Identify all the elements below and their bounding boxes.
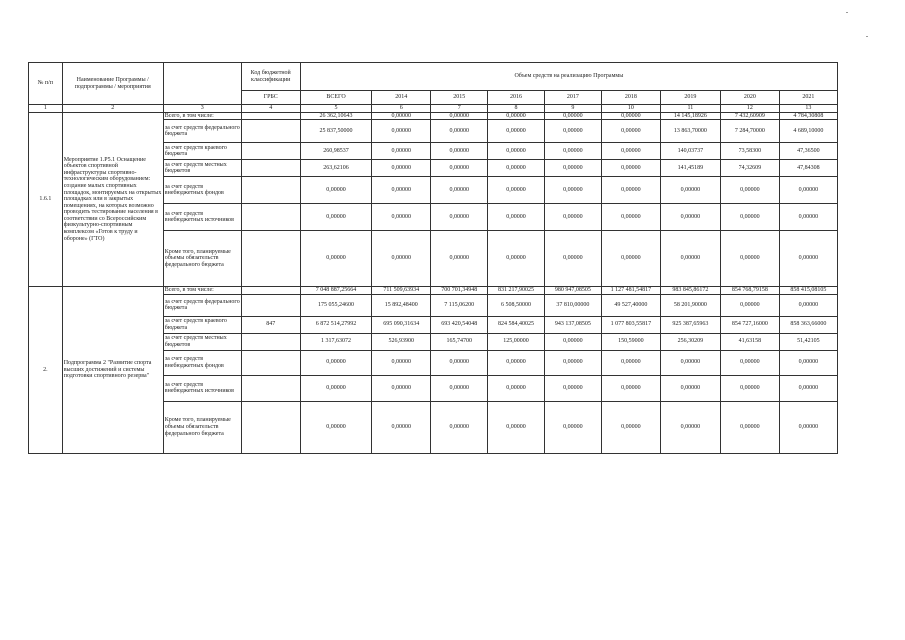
year-value: 0,00000 xyxy=(720,177,779,204)
year-value: 0,00000 xyxy=(431,204,488,231)
funding-source: за счет средств местных бюджетов xyxy=(163,333,241,350)
year-value: 74,32609 xyxy=(720,160,779,177)
year-value: 0,00000 xyxy=(720,401,779,453)
header-name: Наименование Программы / подпрограммы / мероприятия xyxy=(62,63,163,105)
year-value: 37 810,00000 xyxy=(544,294,601,316)
year-value: 4 689,10000 xyxy=(779,120,837,143)
year-value: 0,00000 xyxy=(372,177,431,204)
year-value: 711 509,63934 xyxy=(372,287,431,295)
header-year: 2018 xyxy=(601,91,660,105)
year-value: 0,00000 xyxy=(779,375,837,401)
table-row xyxy=(29,112,838,120)
year-value: 0,00000 xyxy=(544,112,601,120)
year-value: 0,00000 xyxy=(431,350,488,375)
index-cell: 4 xyxy=(241,105,300,113)
year-value: 1 127 481,54817 xyxy=(601,287,660,295)
year-value: 0,00000 xyxy=(544,231,601,287)
year-value: 0,00000 xyxy=(488,143,545,160)
total-value: 26 362,10643 xyxy=(300,112,372,120)
total-value: 0,00000 xyxy=(300,177,372,204)
scan-speck xyxy=(846,12,848,13)
year-value: 0,00000 xyxy=(779,231,837,287)
total-value: 1 317,63072 xyxy=(300,333,372,350)
year-value: 695 090,31634 xyxy=(372,316,431,333)
grbs-cell xyxy=(241,177,300,204)
year-value: 980 947,08505 xyxy=(544,287,601,295)
year-value: 6 508,50000 xyxy=(488,294,545,316)
funding-source: за счет средств федерального бюджета xyxy=(163,294,241,316)
year-value: 0,00000 xyxy=(544,375,601,401)
year-value: 7 115,06200 xyxy=(431,294,488,316)
header-year: 2016 xyxy=(488,91,545,105)
row-number: 1.6.1 xyxy=(29,112,63,287)
year-value: 0,00000 xyxy=(488,112,545,120)
index-cell: 2 xyxy=(62,105,163,113)
year-value: 858 363,66000 xyxy=(779,316,837,333)
year-value: 0,00000 xyxy=(601,401,660,453)
grbs-cell xyxy=(241,143,300,160)
year-value: 0,00000 xyxy=(601,120,660,143)
year-value: 0,00000 xyxy=(544,333,601,350)
year-value: 0,00000 xyxy=(544,120,601,143)
grbs-cell xyxy=(241,112,300,120)
year-value: 0,00000 xyxy=(720,350,779,375)
index-cell: 3 xyxy=(163,105,241,113)
total-value: 263,62106 xyxy=(300,160,372,177)
year-value: 0,00000 xyxy=(601,177,660,204)
header-year: 2015 xyxy=(431,91,488,105)
year-value: 0,00000 xyxy=(372,160,431,177)
funding-source: Всего, в том числе: xyxy=(163,112,241,120)
index-row xyxy=(29,105,838,113)
year-value: 0,00000 xyxy=(431,112,488,120)
header-year: 2019 xyxy=(660,91,720,105)
year-value: 0,00000 xyxy=(660,375,720,401)
year-value: 0,00000 xyxy=(660,177,720,204)
year-value: 0,00000 xyxy=(660,350,720,375)
year-value: 0,00000 xyxy=(601,204,660,231)
grbs-cell xyxy=(241,160,300,177)
index-cell: 13 xyxy=(779,105,837,113)
year-value: 831 217,90025 xyxy=(488,287,545,295)
index-cell: 1 xyxy=(29,105,63,113)
total-value: 6 872 514,27992 xyxy=(300,316,372,333)
header-year: 2021 xyxy=(779,91,837,105)
year-value: 0,00000 xyxy=(779,204,837,231)
year-value: 0,00000 xyxy=(431,177,488,204)
program-name: Мероприятие 1.Р5.1 Оснащение объектов спортивной инфраструктуры спортивно-технологическим оборудованием: создание малых спортивных площадок, монтируемых на открытых площадках или в закрытых помещениях, на которых возможно проводить тестирование населения в соответствии со Всероссийским физкультурно-спортивным комплексом «Готов к труду и обороне» (ГТО) xyxy=(62,112,163,287)
year-value: 0,00000 xyxy=(488,204,545,231)
year-value: 0,00000 xyxy=(372,120,431,143)
year-value: 0,00000 xyxy=(660,231,720,287)
grbs-cell xyxy=(241,204,300,231)
year-value: 0,00000 xyxy=(488,375,545,401)
year-value: 0,00000 xyxy=(601,375,660,401)
year-value: 47,36500 xyxy=(779,143,837,160)
total-value: 260,98537 xyxy=(300,143,372,160)
grbs-cell xyxy=(241,375,300,401)
header-year: 2020 xyxy=(720,91,779,105)
header-grbs: ГРБС xyxy=(241,91,300,105)
year-value: 0,00000 xyxy=(372,401,431,453)
year-value: 73,58300 xyxy=(720,143,779,160)
year-value: 13 863,70000 xyxy=(660,120,720,143)
year-value: 4 784,30808 xyxy=(779,112,837,120)
year-value: 0,00000 xyxy=(488,401,545,453)
header-num: № п/п xyxy=(29,63,63,105)
year-value: 824 584,40025 xyxy=(488,316,545,333)
year-value: 854 768,79158 xyxy=(720,287,779,295)
year-value: 0,00000 xyxy=(488,177,545,204)
year-value: 943 137,08505 xyxy=(544,316,601,333)
year-value: 700 701,34948 xyxy=(431,287,488,295)
year-value: 41,63158 xyxy=(720,333,779,350)
funding-source: за счет средств краевого бюджета xyxy=(163,316,241,333)
year-value: 854 727,16000 xyxy=(720,316,779,333)
funding-source: Кроме того, планируемые объемы обязательств федерального бюджета xyxy=(163,231,241,287)
year-value: 0,00000 xyxy=(720,294,779,316)
total-value: 0,00000 xyxy=(300,401,372,453)
index-cell: 6 xyxy=(372,105,431,113)
year-value: 7 284,70000 xyxy=(720,120,779,143)
year-value: 0,00000 xyxy=(488,120,545,143)
year-value: 0,00000 xyxy=(720,231,779,287)
grbs-cell xyxy=(241,120,300,143)
year-value: 0,00000 xyxy=(660,204,720,231)
funding-source: Всего, в том числе: xyxy=(163,287,241,295)
header-kbk: Код бюджетной классификации xyxy=(241,63,300,91)
index-cell: 11 xyxy=(660,105,720,113)
year-value: 0,00000 xyxy=(544,401,601,453)
funding-source: за счет средств внебюджетных фондов xyxy=(163,350,241,375)
year-value: 983 845,86172 xyxy=(660,287,720,295)
header-year: 2017 xyxy=(544,91,601,105)
header-total: ВСЕГО xyxy=(300,91,372,105)
index-cell: 12 xyxy=(720,105,779,113)
year-value: 15 892,48400 xyxy=(372,294,431,316)
year-value: 0,00000 xyxy=(601,231,660,287)
funding-source: за счет средств местных бюджетов xyxy=(163,160,241,177)
year-value: 0,00000 xyxy=(372,231,431,287)
year-value: 858 415,08105 xyxy=(779,287,837,295)
index-cell: 9 xyxy=(544,105,601,113)
index-cell: 7 xyxy=(431,105,488,113)
year-value: 693 420,54048 xyxy=(431,316,488,333)
year-value: 0,00000 xyxy=(372,143,431,160)
table-row xyxy=(29,287,838,295)
year-value: 0,00000 xyxy=(544,204,601,231)
year-value: 0,00000 xyxy=(488,350,545,375)
funding-source: за счет средств внебюджетных фондов xyxy=(163,177,241,204)
year-value: 58 201,90000 xyxy=(660,294,720,316)
header-volume: Объем средств на реализацию Программы xyxy=(300,63,837,91)
year-value: 0,00000 xyxy=(779,350,837,375)
year-value: 0,00000 xyxy=(372,112,431,120)
header-year: 2014 xyxy=(372,91,431,105)
year-value: 1 077 803,55817 xyxy=(601,316,660,333)
year-value: 0,00000 xyxy=(601,350,660,375)
total-value: 0,00000 xyxy=(300,204,372,231)
index-cell: 10 xyxy=(601,105,660,113)
total-value: 25 837,50000 xyxy=(300,120,372,143)
year-value: 0,00000 xyxy=(488,160,545,177)
grbs-cell xyxy=(241,333,300,350)
year-value: 0,00000 xyxy=(660,401,720,453)
header-blank xyxy=(163,63,241,105)
year-value: 0,00000 xyxy=(431,160,488,177)
funding-source: за счет средств краевого бюджета xyxy=(163,143,241,160)
year-value: 0,00000 xyxy=(431,375,488,401)
year-value: 0,00000 xyxy=(544,160,601,177)
funding-source: за счет средств внебюджетных источников xyxy=(163,375,241,401)
year-value: 49 527,40000 xyxy=(601,294,660,316)
total-value: 7 048 887,25664 xyxy=(300,287,372,295)
index-cell: 8 xyxy=(488,105,545,113)
year-value: 47,84308 xyxy=(779,160,837,177)
year-value: 125,00000 xyxy=(488,333,545,350)
year-value: 0,00000 xyxy=(372,350,431,375)
year-value: 0,00000 xyxy=(779,177,837,204)
funding-source: Кроме того, планируемые объемы обязательств федерального бюджета xyxy=(163,401,241,453)
year-value: 0,00000 xyxy=(431,120,488,143)
grbs-cell xyxy=(241,401,300,453)
year-value: 0,00000 xyxy=(372,204,431,231)
program-funding-table xyxy=(28,62,838,454)
scan-speck xyxy=(866,36,868,37)
year-value: 140,03737 xyxy=(660,143,720,160)
total-value: 0,00000 xyxy=(300,350,372,375)
year-value: 14 145,18926 xyxy=(660,112,720,120)
total-value: 0,00000 xyxy=(300,375,372,401)
year-value: 0,00000 xyxy=(720,204,779,231)
year-value: 141,45189 xyxy=(660,160,720,177)
year-value: 0,00000 xyxy=(544,350,601,375)
year-value: 0,00000 xyxy=(779,294,837,316)
year-value: 0,00000 xyxy=(720,375,779,401)
year-value: 7 432,60909 xyxy=(720,112,779,120)
index-cell: 5 xyxy=(300,105,372,113)
year-value: 0,00000 xyxy=(431,231,488,287)
year-value: 0,00000 xyxy=(601,143,660,160)
year-value: 0,00000 xyxy=(431,143,488,160)
year-value: 0,00000 xyxy=(601,160,660,177)
row-number: 2. xyxy=(29,287,63,454)
year-value: 0,00000 xyxy=(488,231,545,287)
year-value: 0,00000 xyxy=(779,401,837,453)
grbs-cell: 847 xyxy=(241,316,300,333)
grbs-cell xyxy=(241,350,300,375)
total-value: 0,00000 xyxy=(300,231,372,287)
year-value: 0,00000 xyxy=(601,112,660,120)
year-value: 0,00000 xyxy=(544,143,601,160)
grbs-cell xyxy=(241,231,300,287)
year-value: 0,00000 xyxy=(544,177,601,204)
grbs-cell xyxy=(241,294,300,316)
total-value: 175 055,24600 xyxy=(300,294,372,316)
grbs-cell xyxy=(241,287,300,295)
header-row xyxy=(29,63,838,91)
year-value: 165,74700 xyxy=(431,333,488,350)
year-value: 0,00000 xyxy=(431,401,488,453)
funding-source: за счет средств федерального бюджета xyxy=(163,120,241,143)
program-name: Подпрограмма 2 "Развитие спорта высших достижений и системы подготовки спортивного резерва" xyxy=(62,287,163,454)
funding-source: за счет средств внебюджетных источников xyxy=(163,204,241,231)
year-value: 150,59000 xyxy=(601,333,660,350)
year-value: 526,93900 xyxy=(372,333,431,350)
year-value: 0,00000 xyxy=(372,375,431,401)
year-value: 51,42105 xyxy=(779,333,837,350)
year-value: 925 387,65963 xyxy=(660,316,720,333)
year-value: 256,30209 xyxy=(660,333,720,350)
